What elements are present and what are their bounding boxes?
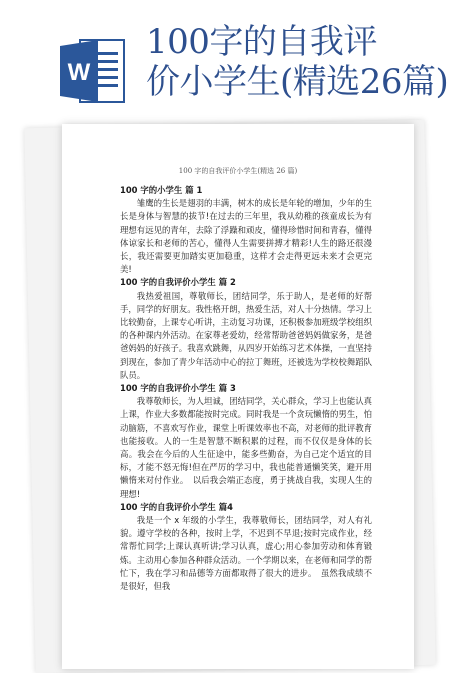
section-title: 100 字的自我评价小学生 篇 2 (120, 277, 236, 288)
section-body: 雏鹰的生长是翅羽的丰满，树木的成长是年轮的增加，少年的生长是身体与智慧的拔节!在过去的三年里，我从幼稚的孩童成长为有理想有远见的青年，去除了浮躁和顽皮，懂得珍惜时间和青春，懂得体谅家长和老师的苦心，懂得人生需要拼搏才精彩!人生的路还很漫长，我还需要更加踏实更加稳重，这样才会走得更远未来才会更完美! (120, 198, 372, 275)
word-document-icon (58, 36, 128, 106)
document-running-head: 100 字的自我评价小学生(精选 26 篇) (178, 167, 298, 175)
section-body: 我尊敬师长，为人坦诚，团结同学，关心群众，学习上也能认真上课，作业大多数都能按时完成。同时我是一个贪玩懒惰的男生，怕动脑筋，不喜欢写作业，课堂上听课效率也不高，对老师的批评教育也能接收。人的一生是智慧不断积累的过程，而不仅仅是身体的长高。我会在今后的人生征途中，能多些勤奋，为自己定个适宜的目标，才能不怒无悔!但在严厉的学习中，我也能普通懒笑笑，避开用懒惰来对付作业。 以后我会端正态度，勇于挑战自我，实现人生的理想! (120, 396, 372, 499)
section-body: 我热爱祖国，尊敬师长，团结同学，乐于助人，是老师的好帮手，同学的好朋友。我性格开朗，热爱生活，对人十分热情。学习上比较勤奋，上课专心听讲，主动复习功课，还积极参加班级学校组织的各种课内外活动。在家尊老爱幼，经常帮助爸爸妈妈做家务，是爸爸妈妈的好孩子。我喜欢跳舞，从四岁开始练习艺术体操，一直坚持到现在，参加了青少年活动中心的拉丁舞班，还被选为学校校舞蹈队队员。 (120, 290, 372, 380)
section-body: 我是一个 x 年级的小学生，我尊敬师长，团结同学，对人有礼貌。遵守学校的各种，按时上学，不迟到不早退;按时完成作业，经常帮忙同学;上课认真听讲;学习认真，虚心;用心参加劳动和体育锻炼。主动用心参加各种群众活动。一个学期以来，在老师和同学的帮忙下，我在学习和品德等方面都取得了很大的进步。 虽然我成绩不是很好，但我 (120, 515, 372, 592)
section-title: 100 字的自我评价小学生 篇 3 (120, 383, 236, 394)
word-icon-letter: W (67, 59, 91, 86)
page-title-line1: 100字的自我评 (146, 22, 377, 62)
page-header (0, 0, 474, 112)
section-title: 100 字的自我评价小学生 篇4 (120, 501, 233, 512)
document-body (120, 184, 372, 593)
document-page (62, 124, 414, 669)
page-title-line2: 价小学生(精选26篇) (146, 62, 449, 102)
section-title: 100 字的小学生 篇 1 (120, 185, 203, 195)
